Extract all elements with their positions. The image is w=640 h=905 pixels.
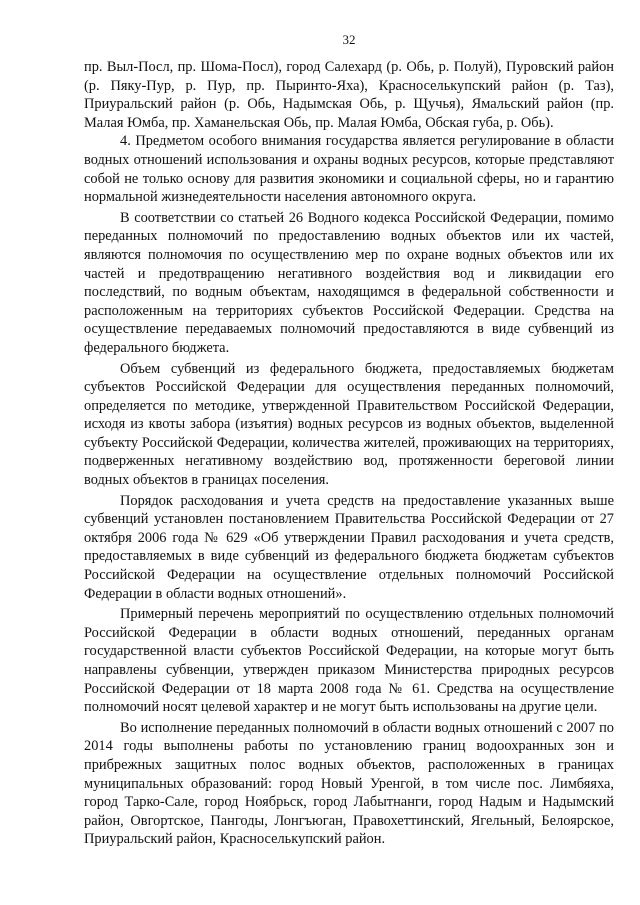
paragraph-item-4: 4. Предметом особого внимания государства является регулирование в области водных отношений использования и охраны водных ресурсов, которые представляют собой не только основу для развития экономики и социальной сферы, но и гарантию нормальной жизнедеятельности населения автономного округа. — [84, 133, 614, 206]
paragraph-continuation: пр. Выл-Посл, пр. Шома-Посл), город Салехард (р. Обь, р. Полуй), Пуровский район (р. Пяку-Пур, р. Пур, пр. Пыринто-Яха), Красноселькупский район (р. Таз), Приуральский район (р. Обь, Надымская Обь, р. Щучья), Ямальский район (пр. Малая Юмба, пр. Хаманельская Обь, пр. Малая Юмба, Обская губа, р. Обь). — [84, 59, 614, 131]
paragraph-measures-list: Примерный перечень мероприятий по осуществлению отдельных полномочий Российской Федерации в области водных отношений, переданных органам государственной власти субъектов Российской Федерации, на которые могут быть направлены субвенции, утвержден приказом Министерства природных ресурсов Российской Федерации от 18 марта 2008 года № 61. Средства на осуществление полномочий носят целевой характер и не могут быть использованы на другие цели. — [84, 606, 614, 716]
paragraph-article-26: В соответствии со статьей 26 Водного кодекса Российской Федерации, помимо переданных полномочий по предоставлению водных объектов или их частей, являются полномочия по осуществлению мер по охране водных объектов или их частей и предотвращению негативного воздействия вод и ликвидации его последствий, по водным объектам, находящимся в федеральной собственности и расположенным на территориях субъектов Российской Федерации. Средства на осуществление передаваемых полномочий предоставляются в виде субвенций из федерального бюджета. — [84, 209, 614, 356]
paragraph-spending-procedure: Порядок расходования и учета средств на предоставление указанных выше субвенций установлен постановлением Правительства Российской Федерации от 27 октября 2006 года № 629 «Об утверждении Правил расходования и учета средств, предоставляемых в виде субвенций из федерального бюджета бюджетам субъектов Российской Федерации на осуществление отдельных полномочий Российской Федерации в области водных отношений». — [84, 492, 614, 602]
paragraph-subventions-volume: Объем субвенций из федерального бюджета, предоставляемых бюджетам субъектов Российской Федерации для осуществления переданных полномочий, определяется по методике, утвержденной Правительством Российской Федерации, исходя из квоты забора (изъятия) водных ресурсов из водных объектов, выделенной субъекту Российской Федерации, количества жителей, проживающих на территориях, подверженных негативному воздействию вод, протяженности береговой линии водных объектов в границах поселения. — [84, 360, 614, 489]
paragraph-works-performed: Во исполнение переданных полномочий в области водных отношений с 2007 по 2014 годы выполнены работы по установлению границ водоохранных зон и прибрежных защитных полос водных объектов, расположенных в границах муниципальных образований: город Новый Уренгой, в том числе пос. Лимбяяха, город Тарко-Сале, город Ноябрьск, город Лабытнанги, город Надым и Надымский район, Овгортское, Пангоды, Лонгъюган, Правохеттинский, Ягельный, Белоярское, Приуральский район, Красноселькупский район. — [84, 719, 614, 848]
page-number: 32 — [342, 32, 356, 47]
